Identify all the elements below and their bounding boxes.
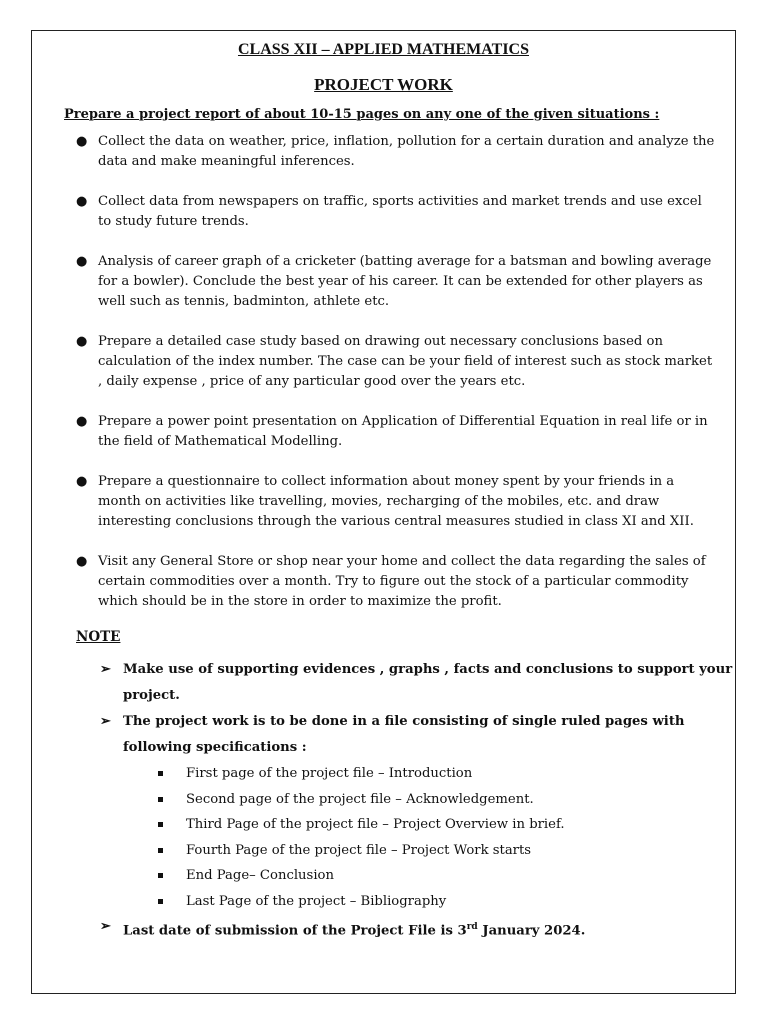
- note-item-deadline: ➢ Last date of submission of the Project File is 3rd January 2024.: [100, 914, 733, 944]
- spec-item: Third Page of the project file – Project Overview in brief.: [158, 812, 565, 838]
- list-item: ● Prepare a questionnaire to collect information about money spent by your friends in a month on activities like travelling, movies, recharging of the mobiles, etc. and draw interesting conclusions through the various central measures studied in class XI and XII.: [76, 474, 694, 529]
- note-heading: NOTE: [76, 629, 121, 645]
- arrow-bullet-icon: ➢: [100, 662, 111, 677]
- bullet-icon: ●: [76, 474, 88, 489]
- note-item: ➢ The project work is to be done in a file consisting of single ruled pages with following specifications :: [100, 709, 733, 761]
- note-item: ➢ Make use of supporting evidences , graphs , facts and conclusions to support your project.: [100, 657, 733, 709]
- list-item: ● Prepare a detailed case study based on drawing out necessary conclusions based on calculation of the index number. The case can be your field of interest such as stock market , daily expense , price of any particular good over the years etc.: [76, 334, 713, 389]
- bullet-icon: ●: [76, 134, 88, 149]
- list-item: ● Visit any General Store or shop near your home and collect the data regarding the sales of certain commodities over a month. Try to figure out the stock of a particular commodity which should be in the store in order to maximize the profit.: [76, 554, 706, 609]
- square-bullet-icon: [158, 899, 163, 904]
- list-item: ● Collect data from newspapers on traffic, sports activities and market trends and use excel to study future trends.: [76, 194, 702, 229]
- document-subtitle: PROJECT WORK: [314, 75, 453, 94]
- specification-list: [158, 761, 565, 915]
- document-page: [31, 30, 736, 994]
- spec-item: Fourth Page of the project file – Project Work starts: [158, 838, 565, 864]
- list-item: ● Analysis of career graph of a cricketer (batting average for a batsman and bowling average for a bowler). Conclude the best year of his career. It can be extended for other players as well such as tennis, badminton, athlete etc.: [76, 254, 712, 309]
- square-bullet-icon: [158, 822, 163, 827]
- situation-list: [32, 132, 737, 632]
- bullet-icon: ●: [76, 194, 88, 209]
- square-bullet-icon: [158, 771, 163, 776]
- spec-item: First page of the project file – Introduction: [158, 761, 565, 787]
- list-item: ● Collect the data on weather, price, inflation, pollution for a certain duration and analyze the data and make meaningful inferences.: [76, 134, 715, 169]
- document-title: CLASS XII – APPLIED MATHEMATICS: [237, 41, 529, 58]
- spec-item: End Page– Conclusion: [158, 863, 565, 889]
- bullet-icon: ●: [76, 254, 88, 269]
- bullet-icon: ●: [76, 554, 88, 569]
- square-bullet-icon: [158, 873, 163, 878]
- arrow-bullet-icon: ➢: [100, 714, 111, 729]
- intro-instruction: Prepare a project report of about 10-15 pages on any one of the given situations :: [64, 107, 660, 122]
- spec-item: Second page of the project file – Acknowledgement.: [158, 787, 565, 813]
- bullet-icon: ●: [76, 334, 88, 349]
- spec-item: Last Page of the project – Bibliography: [158, 889, 565, 915]
- arrow-bullet-icon: ➢: [100, 919, 111, 934]
- square-bullet-icon: [158, 848, 163, 853]
- bullet-icon: ●: [76, 414, 88, 429]
- square-bullet-icon: [158, 797, 163, 802]
- list-item: ● Prepare a power point presentation on Application of Differential Equation in real life or in the field of Mathematical Modelling.: [76, 414, 708, 449]
